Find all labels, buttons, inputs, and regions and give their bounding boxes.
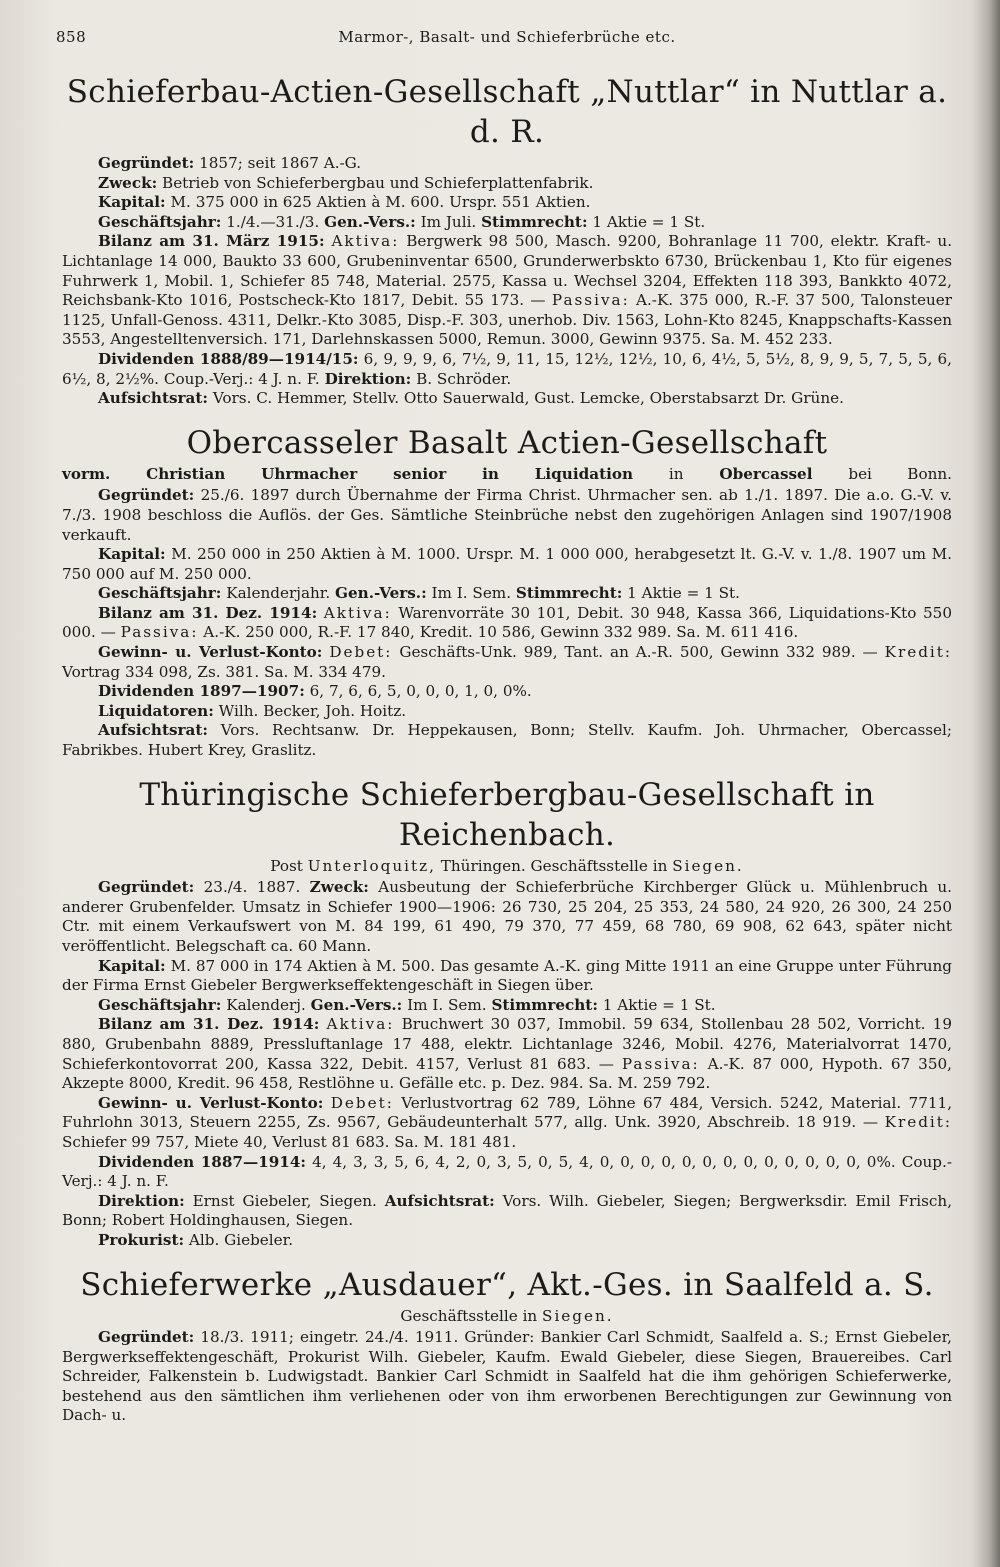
assets-label: Aktiva: [326, 1015, 395, 1034]
subtitle-office-place: Siegen. [542, 1306, 614, 1325]
founded-paragraph [62, 1328, 952, 1426]
balance-label: Bilanz am 31. März 1915: [98, 232, 325, 251]
balance-paragraph [62, 604, 952, 643]
purpose-label: Zweck: [98, 173, 158, 192]
company-title: Thüringische Schieferbergbau-Gesellschaft in Reichenbach. [139, 776, 875, 853]
founded-label: Gegründet: [98, 1328, 195, 1347]
pnl-label: Gewinn- u. Verlust-Konto: [98, 643, 323, 662]
purpose-text: Ausbeutung der Schieferbrüche Kirchberger Glück u. Mühlenbruch u. anderer Grubenfelder. Umsatz in Schiefer 1900—1906: 26 730, 25 204, 25 353, 24 580, 24 920, 26 300, 24 250 Ctr. mit einem Verkaufswert von M. 84 199, 61 490, 79 370, 77 459, 68 780, 69 908, 62 643, später nicht veröffentlicht. Belegschaft ca. 60 Mann. [62, 878, 953, 955]
liquidators-text: Wilh. Becker, Joh. Hoitz. [218, 701, 407, 720]
balance-label: Bilanz am 31. Dez. 1914: [98, 1015, 320, 1034]
founded-text: 25./6. 1897 durch Übernahme der Firma Christ. Uhrmacher sen. ab 1./1. 1897. Die a.o. G.-V. v. 7./3. 1908 beschloss die Auflös. der Ges. Sämtliche Steinbrüche nebst den zugehörigen Anlagen sind 1907/1908 verkauft. [62, 486, 953, 544]
voting-text: 1 Aktie = 1 St. [602, 995, 716, 1014]
company-entry-thueringen [62, 775, 952, 1251]
board-text: Vors. Rechtsanw. Dr. Heppekausen, Bonn; Stellv. Kaufm. Joh. Uhrmacher, Obercassel; Fabrikbes. Hubert Krey, Graslitz. [62, 721, 953, 760]
board-label: Aufsichtsrat: [384, 1191, 495, 1210]
meeting-text: Im I. Sem. [407, 995, 487, 1014]
liabilities-text: A.-K. 87 000, Hypoth. 67 350, Akzepte 8000, Kredit. 96 458, Restlöhne u. Gefälle etc. p. Dez. 984. Sa. M. 259 792. [62, 1054, 952, 1093]
company-subtitle [62, 1307, 952, 1327]
balance-label: Bilanz am 31. Dez. 1914: [98, 603, 318, 622]
meeting-label: Gen.-Vers.: [324, 212, 416, 231]
company-title: Schieferbau-Actien-Gesellschaft „Nuttlar“ in Nuttlar a. d. R. [66, 74, 948, 150]
debit-text: Geschäfts-Unk. 989, Tant. an A.-R. 500, Gewinn 332 989. — [399, 643, 878, 662]
purpose-line [62, 174, 952, 194]
subtitle-region: Thüringen. [440, 856, 526, 875]
subtitle-office: Geschäftsstelle in [400, 1306, 538, 1325]
credit-label: Kredit: [884, 643, 953, 662]
dividends-label: Dividenden 1887—1914: [98, 1152, 307, 1171]
balance-paragraph [62, 232, 952, 350]
fiscal-year-text: Kalenderjahr. [226, 584, 331, 603]
assets-label: Aktiva: [331, 232, 400, 251]
directors-label: Direktion: [324, 369, 412, 388]
pnl-label: Gewinn- u. Verlust-Konto: [98, 1093, 324, 1112]
purpose-label: Zweck: [309, 878, 369, 897]
company-subtitle [62, 465, 952, 485]
dividends-paragraph [62, 350, 952, 389]
company-subtitle [62, 857, 952, 877]
subtitle-former-name: vorm. Christian Uhrmacher senior in Liquidation [62, 464, 634, 483]
voting-label: Stimmrecht: [491, 995, 598, 1014]
pnl-paragraph [62, 1094, 952, 1153]
board-label: Aufsichtsrat: [98, 721, 208, 740]
balance-paragraph [62, 1015, 952, 1093]
capital-label: Kapital: [98, 193, 166, 212]
voting-label: Stimmrecht: [515, 584, 623, 603]
liabilities-label: Passiva: [621, 1054, 700, 1073]
directors-text: Ernst Giebeler, Siegen. [192, 1191, 377, 1210]
page-spine-shadow [972, 0, 1000, 1567]
pnl-paragraph [62, 643, 952, 682]
liabilities-text: A.-K. 375 000, R.-F. 37 500, Talonsteuer 1125, Unfall-Genoss. 4311, Delkr.-Kto 3085, Disp.-F. 303, unerhob. Div. 1563, Lohn-Kto 8245, Knappschafts-Kassen 3553, Angestelltenversich. 171, Darlehnskassen 5000, Remun. 3000, Gewinn 9375. Sa. M. 452 233. [62, 291, 953, 349]
assets-label: Aktiva: [323, 603, 392, 622]
voting-text: 1 Aktie = 1 St. [627, 584, 740, 603]
page-number: 858 [56, 28, 87, 46]
founded-paragraph [62, 878, 952, 956]
dividends-line [62, 682, 952, 702]
fiscal-line [62, 584, 952, 604]
proxy-label: Prokurist: [98, 1230, 185, 1249]
dividends-text: 6, 7, 6, 6, 5, 0, 0, 0, 1, 0, 0%. [309, 682, 532, 701]
subtitle-near: bei Bonn. [848, 464, 952, 483]
liabilities-label: Passiva: [551, 291, 630, 310]
debit-label: Debet: [330, 1093, 394, 1112]
company-title: Schieferwerke „Ausdauer“, Akt.-Ges. in Saalfeld a. S. [80, 1266, 934, 1303]
debit-text: Verlustvortrag 62 789, Löhne 67 484, Versich. 5242, Material. 7711, Fuhrlohn 3013, Steuern 2255, Zs. 9567, Gebäudeunterhalt 577, allg. Unk. 3920, Abschreib. 18 919. — [62, 1093, 953, 1132]
capital-paragraph [62, 957, 952, 996]
subtitle-office-place: Siegen. [672, 856, 744, 875]
capital-paragraph [62, 545, 952, 584]
fiscal-line [62, 213, 952, 233]
company-entry-obercassel [62, 423, 952, 761]
subtitle-in: in [668, 464, 684, 483]
fiscal-line [62, 996, 952, 1016]
fiscal-year-label: Geschäftsjahr: [98, 995, 222, 1014]
credit-label: Kredit: [884, 1113, 952, 1132]
running-header [56, 28, 952, 54]
purpose-text: Betrieb von Schieferbergbau und Schieferplattenfabrik. [162, 173, 594, 192]
proxy-text: Alb. Giebeler. [188, 1230, 294, 1249]
voting-label: Stimmrecht: [481, 212, 588, 231]
founded-label: Gegründet: [98, 486, 195, 505]
founded-text: 1857; seit 1867 A.-G. [199, 154, 362, 172]
dividends-paragraph [62, 1153, 952, 1192]
fiscal-year-text: Kalenderj. [226, 995, 306, 1014]
assets-text: Bergwerk 98 500, Masch. 9200, Bohranlage 11 700, elektr. Kraft- u. Lichtanlage 14 000, Baukto 33 600, Grubeninventar 6500, Grunderwerbskto 6730, Brückenbau 1, Kto für eigenes Fuhrwerk 1, Mobil. 1, Schiefer 85 748, Material. 2575, Kassa u. Wechsel 3204, Effekten 118 393, Bankkto 4072, Reichsbank-Kto 1016, Postscheck-Kto 1817, Debit. 55 173. — [62, 232, 953, 310]
directors-text: B. Schröder. [416, 369, 512, 388]
liquidators-label: Liquidatoren: [98, 701, 214, 720]
meeting-label: Gen.-Vers.: [310, 995, 403, 1014]
board-label: Aufsichtsrat: [98, 389, 208, 408]
dividends-label: Dividenden 1888/89—1914/15: [98, 349, 359, 368]
founded-text: 18./3. 1911; eingetr. 24./4. 1911. Gründer: Bankier Carl Schmidt, Saalfeld a. S.; Ernst Giebeler, Bergwerkseffektengeschäft, Prokurist Wilh. Giebeler, Kaufm. Ewald Giebeler, diese Siegen, Brauereibes. Carl Schreider, Falkenstein b. Ludwigstadt. Bankier Carl Schmidt in Saalfeld hat die ihm gehörigen Schieferwerke, bestehend aus den sämtlichen ihm verliehenen oder von ihm erworbenen Berechtigungen zur Gewinnung von Dach- u. [62, 1328, 953, 1425]
capital-line [62, 193, 952, 213]
capital-label: Kapital: [98, 545, 166, 564]
credit-text: Schiefer 99 757, Miete 40, Verlust 81 683. Sa. M. 181 481. [62, 1132, 517, 1151]
dividends-text: 6, 9, 9, 9, 6, 7½, 9, 11, 15, 12½, 12½, 10, 6, 4½, 5, 5½, 8, 9, 9, 5, 7, 5, 5, 6, 6½, 8, 2½%. Coup.-Verj.: 4 J. n. F. [62, 349, 952, 388]
fiscal-year-text: 1./4.—31./3. [226, 212, 320, 231]
meeting-text: Im Juli. [420, 212, 477, 231]
page-content [56, 28, 953, 1440]
meeting-text: Im I. Sem. [431, 584, 512, 603]
company-entry-nuttlar [62, 72, 952, 409]
meeting-label: Gen.-Vers.: [335, 584, 427, 603]
founded-label: Gegründet: [98, 154, 195, 172]
board-text: Vors. Wilh. Giebeler, Siegen; Bergwerksdir. Emil Frisch, Bonn; Robert Holdinghausen, Siegen. [62, 1191, 953, 1230]
capital-text: M. 87 000 in 174 Aktien à M. 500. Das gesamte A.-K. ging Mitte 1911 an eine Gruppe unter Führung der Firma Ernst Giebeler Bergwerkseffektengeschäft in Siegen über. [62, 956, 953, 995]
subtitle-office: Geschäftsstelle in [530, 856, 668, 875]
subtitle-post: Post [270, 856, 303, 875]
directors-label: Direktion: [98, 1191, 185, 1210]
voting-text: 1 Aktie = 1 St. [592, 212, 706, 231]
liabilities-label: Passiva: [120, 623, 199, 642]
liabilities-text: A.-K. 250 000, R.-F. 17 840, Kredit. 10 586, Gewinn 332 989. Sa. M. 611 416. [203, 623, 799, 642]
credit-text: Vortrag 334 098, Zs. 381. Sa. M. 334 479. [62, 662, 387, 681]
board-text: Vors. C. Hemmer, Stellv. Otto Sauerwald, Gust. Lemcke, Oberstabsarzt Dr. Grüne. [212, 389, 844, 408]
subtitle-place: Obercassel [719, 464, 813, 483]
founded-label: Gegründet: [98, 878, 195, 897]
dividends-text: 4, 4, 3, 3, 5, 6, 4, 2, 0, 3, 5, 0, 5, 4, 0, 0, 0, 0, 0, 0, 0, 0, 0, 0, 0, 0, 0, 0%. Coup.-Verj.: 4 J. n. F. [62, 1152, 952, 1191]
board-paragraph [62, 1192, 952, 1231]
company-title: Obercasseler Basalt Actien-Gesellschaft [186, 424, 828, 461]
capital-text: M. 375 000 in 625 Aktien à M. 600. Urspr. 551 Aktien. [170, 193, 591, 212]
company-entry-ausdauer [62, 1265, 952, 1427]
subtitle-post-place: Unterloquitz, [307, 856, 436, 875]
capital-label: Kapital: [98, 956, 166, 975]
proxy-line [62, 1231, 952, 1251]
founded-paragraph [62, 486, 952, 545]
founded-line [62, 154, 952, 174]
capital-text: M. 250 000 in 250 Aktien à M. 1000. Urspr. M. 1 000 000, herabgesetzt lt. G.-V. v. 1./8. 1907 um M. 750 000 auf M. 250 000. [62, 545, 952, 583]
fiscal-year-label: Geschäftsjahr: [98, 212, 222, 231]
board-paragraph [62, 721, 952, 760]
founded-text: 23./4. 1887. [203, 878, 301, 897]
assets-text: Warenvorräte 30 101, Debit. 30 948, Kassa 366, Liquidations-Kto 550 000. — [62, 603, 952, 642]
fiscal-year-label: Geschäftsjahr: [98, 584, 222, 603]
liquidators-line [62, 702, 952, 722]
board-paragraph [62, 389, 952, 409]
assets-text: Bruchwert 30 037, Immobil. 59 634, Stollenbau 28 502, Vorricht. 19 880, Grubenbahn 8889, Pressluftanlage 17 488, elektr. Lichtanlage 3246, Mobil. 4276, Materialvorrat 1470, Schieferkontovorrat 200, Kassa 322, Debit. 4157, Verlust 81 683. — [62, 1015, 952, 1073]
debit-label: Debet: [329, 643, 393, 662]
dividends-label: Dividenden 1897—1907: [98, 682, 305, 701]
running-title: Marmor-, Basalt- und Schieferbrüche etc. [338, 28, 676, 46]
